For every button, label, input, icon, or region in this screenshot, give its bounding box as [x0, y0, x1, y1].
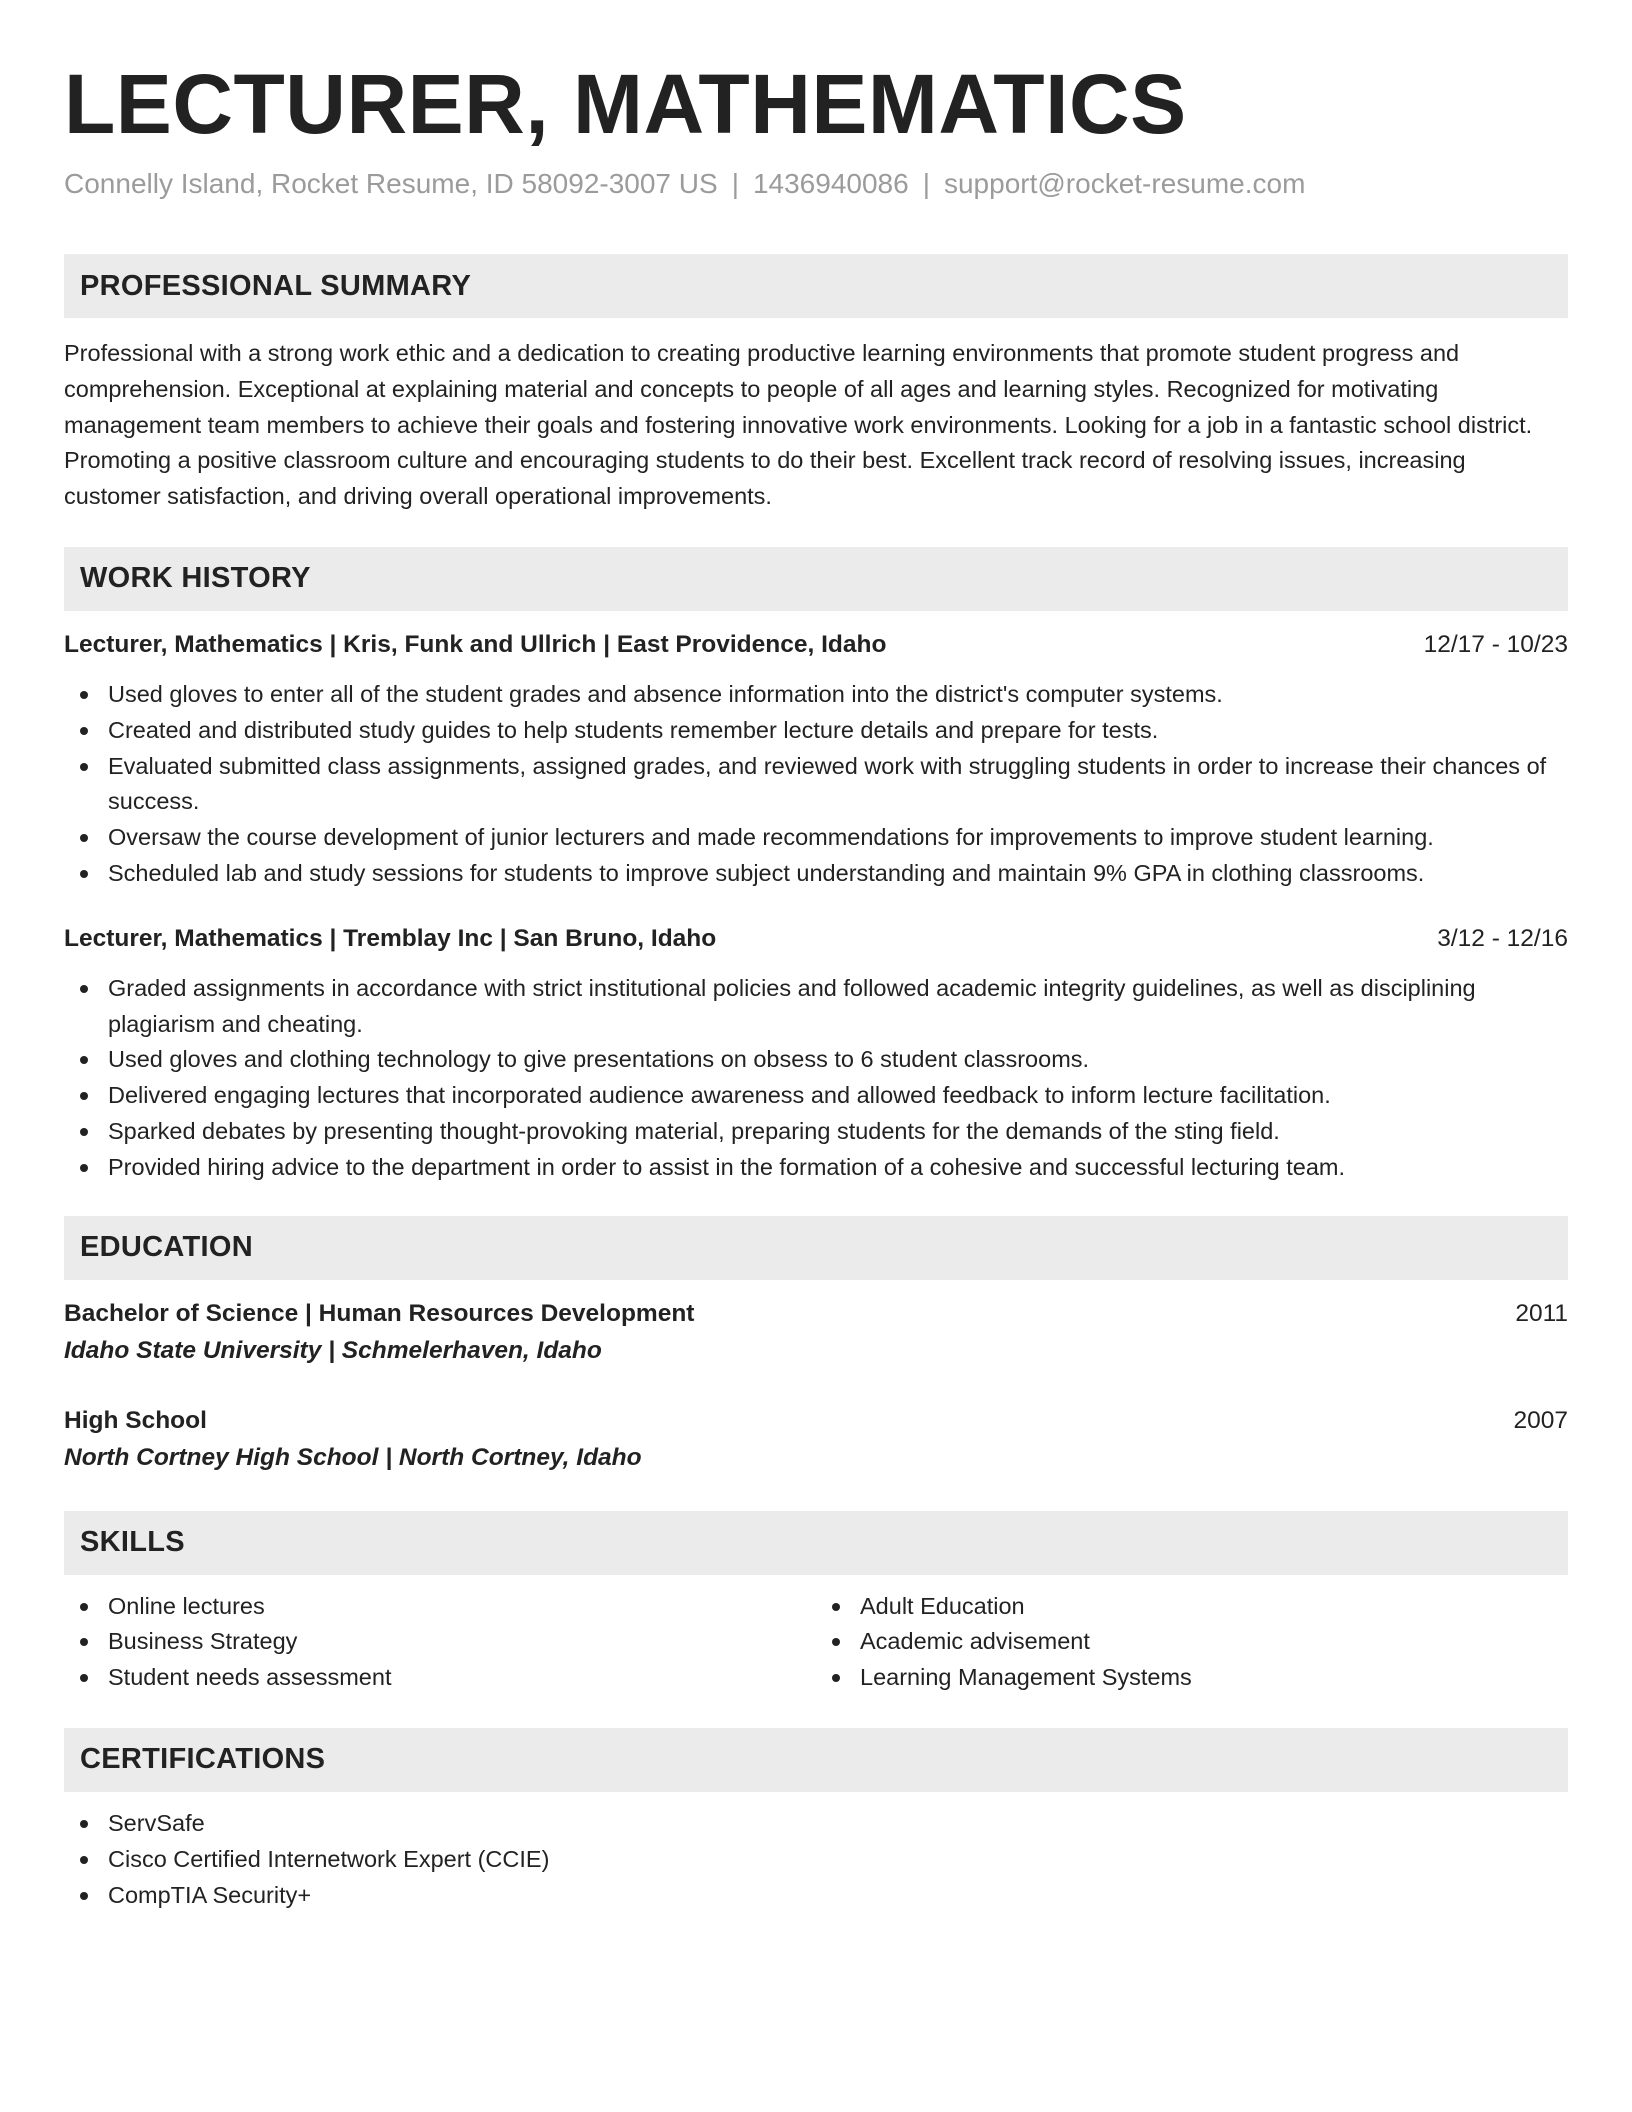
work-history-heading: WORK HISTORY [64, 547, 1568, 611]
bullet-icon [80, 763, 88, 771]
job-bullet [64, 749, 1568, 821]
skill-item [64, 1624, 816, 1660]
education-entry-header [64, 1296, 1568, 1332]
contact-email: support@rocket-resume.com [943, 168, 1306, 199]
certification-item [64, 1842, 1568, 1878]
skills-column-left [64, 1589, 816, 1696]
education-entry-header [64, 1403, 1568, 1439]
job-dates: 3/12 - 12/16 [1437, 924, 1568, 952]
job-bullet [64, 971, 1568, 1043]
bullet-icon [80, 1603, 88, 1611]
job-bullet-text: Used gloves and clothing technology to give presentations on obsess to 6 student classrooms. [108, 1046, 1090, 1073]
job-bullet-text: Oversaw the course development of junior lecturers and made recommendations for improvements to improve student learning. [108, 824, 1434, 851]
bullet-icon [80, 1820, 88, 1828]
certification-item [64, 1878, 1568, 1914]
education-heading: EDUCATION [64, 1216, 1568, 1280]
skill-text: Student needs assessment [108, 1664, 392, 1691]
bullet-icon [80, 834, 88, 842]
skill-text: Academic advisement [860, 1628, 1090, 1655]
education-year: 2007 [1513, 1406, 1568, 1434]
job-header [64, 921, 1568, 957]
bullet-icon [80, 985, 88, 993]
skill-text: Business Strategy [108, 1628, 298, 1655]
bullet-icon [80, 1092, 88, 1100]
job-bullet-text: Scheduled lab and study sessions for students to improve subject understanding and maintain 9% GPA in clothing classrooms. [108, 859, 1425, 886]
contact-address: Connelly Island, Rocket Resume, ID 58092-3007 US [64, 168, 718, 199]
certification-item [64, 1806, 1568, 1842]
job-bullet-text: Provided hiring advice to the department in order to assist in the formation of a cohesive and successful lecturing team. [108, 1153, 1346, 1180]
bullet-icon [80, 1892, 88, 1900]
job-bullet [64, 1150, 1568, 1186]
contact-separator: | [922, 168, 930, 199]
skill-item [64, 1589, 816, 1625]
bullet-icon [832, 1674, 840, 1682]
skills-list [64, 1589, 816, 1696]
education-degree: High School [64, 1406, 207, 1434]
job-bullet-text: Sparked debates by presenting thought-provoking material, preparing students for the demands of the sting field. [108, 1117, 1280, 1144]
job-bullet [64, 677, 1568, 713]
job-bullet-text: Created and distributed study guides to help students remember lecture details and prepare for tests. [108, 716, 1159, 743]
skills-heading: SKILLS [64, 1511, 1568, 1575]
skill-item [816, 1624, 1568, 1660]
job-bullet-list [64, 677, 1568, 892]
summary-heading: PROFESSIONAL SUMMARY [64, 254, 1568, 318]
education-degree: Bachelor of Science | Human Resources Development [64, 1299, 695, 1327]
job-bullet-text: Used gloves to enter all of the student grades and absence information into the district's computer systems. [108, 680, 1223, 707]
education-school: Idaho State University | Schmelerhaven, Idaho [64, 1336, 602, 1364]
job-bullet-text: Delivered engaging lectures that incorporated audience awareness and allowed feedback to inform lecture facilitation. [108, 1082, 1331, 1109]
education-entry [64, 1296, 1568, 1370]
bullet-icon [832, 1638, 840, 1646]
bullet-icon [80, 1128, 88, 1136]
certification-text: CompTIA Security+ [108, 1881, 312, 1908]
job-bullet-text: Evaluated submitted class assignments, assigned grades, and reviewed work with struggling students in order to increase their chances of success. [108, 752, 1547, 815]
skills-list [816, 1589, 1568, 1696]
job-bullet [64, 1078, 1568, 1114]
job-title: Lecturer, Mathematics | Tremblay Inc | San Bruno, Idaho [64, 924, 717, 952]
skill-item [64, 1660, 816, 1696]
job-bullet [64, 856, 1568, 892]
bullet-icon [80, 691, 88, 699]
job-bullet [64, 1114, 1568, 1150]
certification-text: Cisco Certified Internetwork Expert (CCIE) [108, 1845, 550, 1872]
skill-text: Online lectures [108, 1592, 265, 1619]
education-entry [64, 1403, 1568, 1477]
job-bullet [64, 1042, 1568, 1078]
job-bullet [64, 820, 1568, 856]
bullet-icon [80, 870, 88, 878]
contact-line [64, 164, 1568, 204]
skills-grid [64, 1589, 1568, 1696]
bullet-icon [80, 1856, 88, 1864]
bullet-icon [80, 1674, 88, 1682]
contact-separator: | [731, 168, 739, 199]
job-title: Lecturer, Mathematics | Kris, Funk and Ullrich | East Providence, Idaho [64, 630, 887, 658]
summary-text: Professional with a strong work ethic and a dedication to creating productive learning environments that promote student progress and comprehension. Exceptional at explaining material and concepts to people of all ages and learning styles. Recognized for motivating management team members to achieve their goals and fostering innovative work environments. Looking for a job in a fantastic school district. Promoting a positive classroom culture and encouraging students to do their best. Excellent track record of resolving issues, increasing customer satisfaction, and driving overall operational improvements. [64, 340, 1533, 510]
bullet-icon [832, 1603, 840, 1611]
job-dates: 12/17 - 10/23 [1423, 630, 1568, 658]
skill-text: Adult Education [860, 1592, 1025, 1619]
education-year: 2011 [1515, 1299, 1568, 1327]
skill-text: Learning Management Systems [860, 1664, 1192, 1691]
certifications-list [64, 1806, 1568, 1913]
education-school: North Cortney High School | North Cortney, Idaho [64, 1443, 642, 1471]
bullet-icon [80, 1638, 88, 1646]
job-bullet-text: Graded assignments in accordance with strict institutional policies and followed academic integrity guidelines, as well as disciplining plagiarism and cheating. [108, 974, 1476, 1037]
bullet-icon [80, 1164, 88, 1172]
skills-column-right [816, 1589, 1568, 1696]
job-header [64, 627, 1568, 663]
contact-phone: 1436940086 [752, 168, 909, 199]
candidate-name: LECTURER, MATHEMATICS [64, 57, 1187, 151]
skill-item [816, 1589, 1568, 1625]
bullet-icon [80, 727, 88, 735]
job-bullet-list [64, 971, 1568, 1186]
skill-item [816, 1660, 1568, 1696]
certification-text: ServSafe [108, 1809, 205, 1836]
bullet-icon [80, 1056, 88, 1064]
certifications-heading: CERTIFICATIONS [64, 1728, 1568, 1792]
job-bullet [64, 713, 1568, 749]
